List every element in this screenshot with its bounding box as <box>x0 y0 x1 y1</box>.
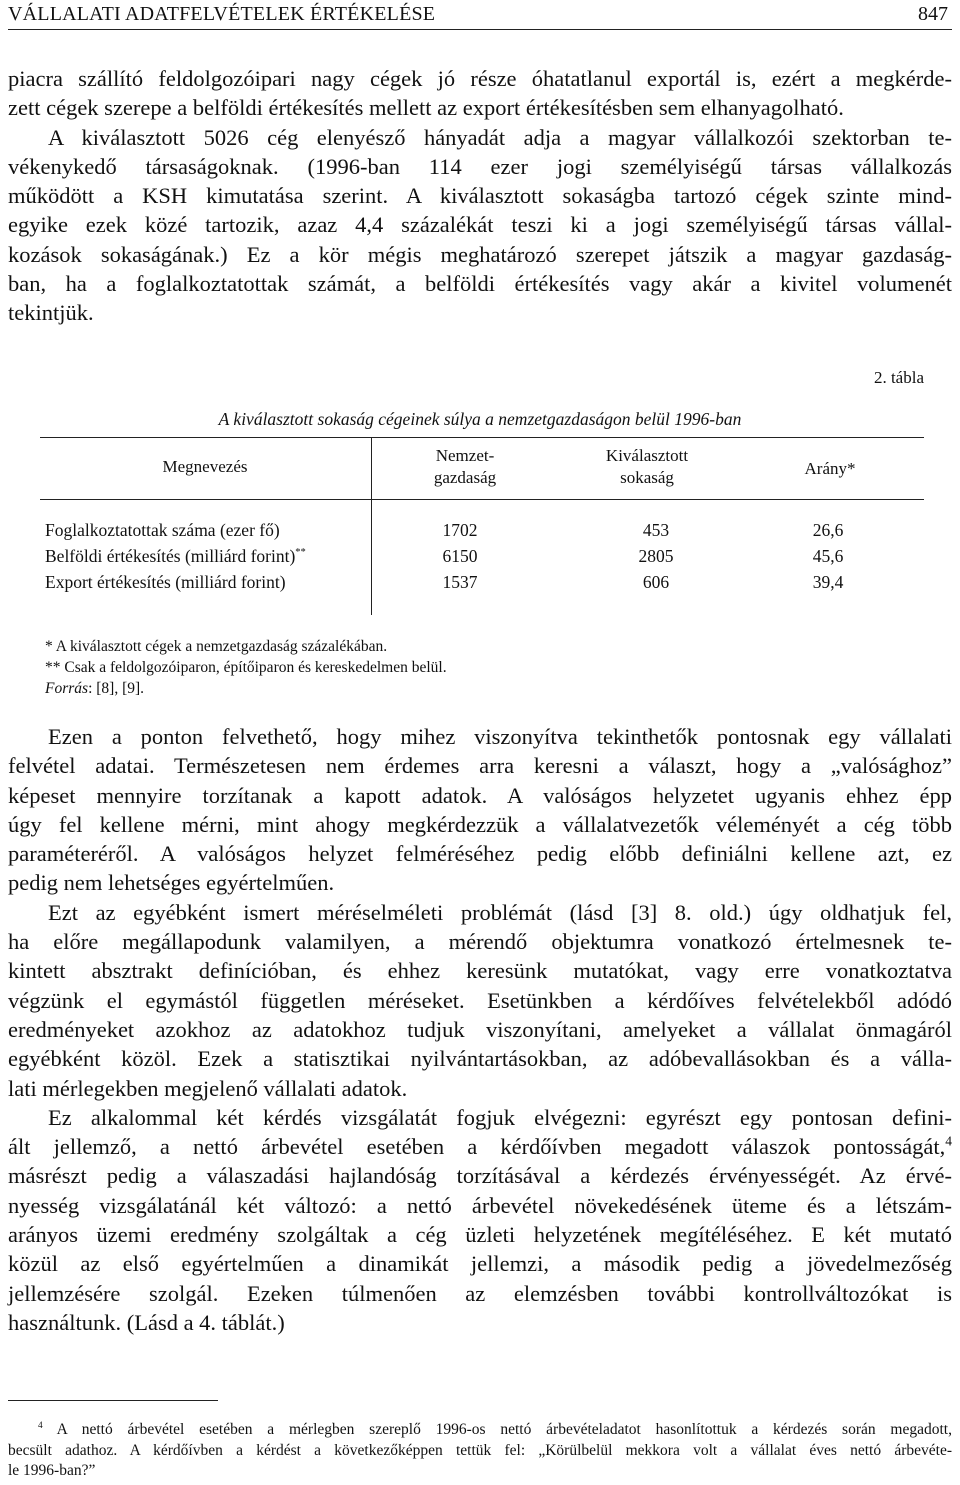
text-line: piacra szállító feldolgozóipari nagy cégek jó része óhatatlanul exportál is, ezért a megkérde- <box>8 66 952 91</box>
text-line: használtunk. (Lásd a 4. táblát.) <box>8 1309 285 1335</box>
cell-nemzetgazdasag: 6150 <box>442 546 478 566</box>
text-line: Ezt az egyébként ismert méréselméleti problémát (lásd [3] 8. old.) úgy oldhatjuk fel, <box>48 899 952 925</box>
table-note-double-star: ** Csak a feldolgozóiparon, építőiparon és kereskedelmen belül. <box>45 659 447 676</box>
text-line: lati mérlegekben megjelenő vállalati adatok. <box>8 1075 408 1101</box>
text-line: Ez alkalommal két kérdés vizsgálatát fogjuk elvégezni: egyrészt egy pontosan defini- <box>48 1104 952 1130</box>
text-line: egyébként közöl. Ezek a statisztikai nyilvántartásokban, az adóbevallásokban és a válla- <box>8 1046 952 1072</box>
running-title: VÁLLALATI ADATFELVÉTELEK ÉRTÉKELÉSE <box>8 3 436 25</box>
intro-paragraph <box>8 64 952 328</box>
text-line: arányos üzemi eredmény szolgáltak a cég üzleti helyzetének megítéléséhez. E két mutató <box>8 1222 952 1248</box>
header-arany: Arány* <box>804 459 856 478</box>
text-line: ban, ha a foglalkoztatottak számát, a belföldi értékesítés vagy akár a kivitel volumenét <box>8 271 952 297</box>
text-line: eredményeket azokhoz az adatokhoz tudjuk viszonyítani, amelyeket a vállalat önmagáról <box>8 1016 952 1042</box>
cell-sokasag: 2805 <box>638 546 674 566</box>
footnote-line: becsült adathoz. A kérdőívben a kérdést a következőképpen tettük fel: „Körülbelül mekkora volt a vállalat éves nettó árbevéte- <box>8 1441 952 1459</box>
table-top-rule <box>40 437 924 438</box>
table-caption: A kiválasztott sokaság cégeinek súlya a nemzetgazdaságon belül 1996-ban <box>218 409 742 429</box>
header-kivalasztott-sokasag: Kiválasztott sokaság <box>605 446 689 487</box>
footnote-number: 4 <box>38 1420 43 1431</box>
footnote-ref-4: 4 <box>945 1133 952 1149</box>
text-line: képeset mennyire torzítanak a kapott adatok. A valóságos helyzetet ugyanis ehhez épp <box>8 782 952 808</box>
footnote-marker: ** <box>295 547 306 559</box>
header-megnevezes: Megnevezés <box>162 457 248 476</box>
header-nemzetgazdasag: Nemzet- gazdaság <box>433 446 497 487</box>
table-number-label: 2. tábla <box>873 368 924 387</box>
footnote-line: $^4$ A nettó árbevétel esetében a mérlegben szereplő 1996-os nettó árbevételadatot hasonlítottuk a kérdezés során megadott, <box>38 1420 952 1438</box>
running-header <box>8 0 952 30</box>
footnote-line: le 1996-ban?” <box>8 1462 96 1479</box>
text-line: működött a KSH kimutatása szerint. A kiválasztott sokaságba tartozó cégek szinte mind- <box>8 183 952 209</box>
body-text <box>8 722 952 1337</box>
footnote <box>8 1420 952 1482</box>
table-source: Forrás: [8], [9]. <box>45 680 145 697</box>
text-line: ált jellemző, a nettó árbevétel esetében a kérdőívben megadott válaszok pontosságát,$^4$ <box>8 1133 952 1160</box>
text-line: Ezen a ponton felvethető, hogy mihez viszonyítva tekinthetők pontosnak egy vállalati <box>48 724 952 749</box>
text-line: úgy fel kellene mérni, mint ahogy megkérdezzük a vállalatvezetők véleményét a cég több <box>8 811 952 837</box>
text-line: zett cégek szerepe a belföldi értékesítés mellett az export értékesítésben sem elhanyagolható. <box>8 95 844 121</box>
text-line: vékenykedő társaságoknak. (1996-ban 114 ezer jogi személyiségű társas vállalkozás <box>8 153 952 179</box>
cell-nemzetgazdasag: 1537 <box>442 572 478 592</box>
row-label: Export értékesítés (milliárd forint) <box>45 572 286 592</box>
text-line: kozások sokaságának.) Ez a kör mégis meghatározó szerepet játszik a magyar gazdaság- <box>8 241 952 267</box>
row-label: Belföldi értékesítés (milliárd forint)** <box>45 546 306 566</box>
cell-sokasag: 453 <box>642 520 670 540</box>
text-line: ha előre megállapodunk valamilyen, a mérendő objektumra vonatkozó értelmesnek te- <box>8 929 952 955</box>
cell-nemzetgazdasag: 1702 <box>442 520 478 540</box>
table-header-rule <box>40 499 924 500</box>
text-line: nyesség vizsgálatánál két változó: a nettó árbevétel növekedésének üteme és a létszám- <box>8 1192 952 1218</box>
footnote-rule <box>8 1400 218 1401</box>
text-line: egyike ezek közé tartozik, azaz 4,4 százalékát teszi ki a jogi személyiségű társas vállal- <box>8 212 952 238</box>
text-line: közül az első egyértelműen a dinamikát jellemzi, a második pedig a jövedelmezőség <box>8 1251 952 1277</box>
text-line: tekintjük. <box>8 300 94 326</box>
table-column-divider <box>371 437 372 615</box>
text-line: paraméteréről. A valóságos helyzet felméréséhez pedig előbb definiálni kellene azt, ez <box>8 841 952 867</box>
row-label: Foglalkoztatottak száma (ezer fő) <box>45 520 280 540</box>
text-line: A kiválasztott 5026 cég elenyésző hányadát adja a magyar vállalkozói szektorban te- <box>48 124 952 150</box>
text-line: felvétel adatai. Természetesen nem érdemes arra keresni a választ, hogy a „valósághoz” <box>8 753 952 779</box>
text-line: jellemzésére szolgál. Ezeken túlmenően az elemzésben további kontrollváltozókat is <box>8 1280 952 1306</box>
table-note-star: * A kiválasztott cégek a nemzetgazdaság százalékában. <box>45 638 388 655</box>
text-line: másrészt pedig a válaszadási hajlandóság torzításával a kérdezés érvényességét. Az érvé- <box>8 1163 952 1189</box>
page-number: 847 <box>918 3 948 25</box>
cell-arany: 39,4 <box>812 572 844 592</box>
cell-arany: 45,6 <box>812 546 844 566</box>
cell-sokasag: 606 <box>642 572 670 592</box>
cell-arany: 26,6 <box>812 520 844 540</box>
text-line: végzünk el egymástól független méréseket. Esetünkben a kérdőíves felvételekből adódó <box>8 987 952 1013</box>
text-line: pedig nem lehetséges egyértelműen. <box>8 870 335 896</box>
text-line: kintett absztrakt definícióban, és ehhez keresünk mutatókat, vagy erre vonatkoztatva <box>8 958 952 984</box>
